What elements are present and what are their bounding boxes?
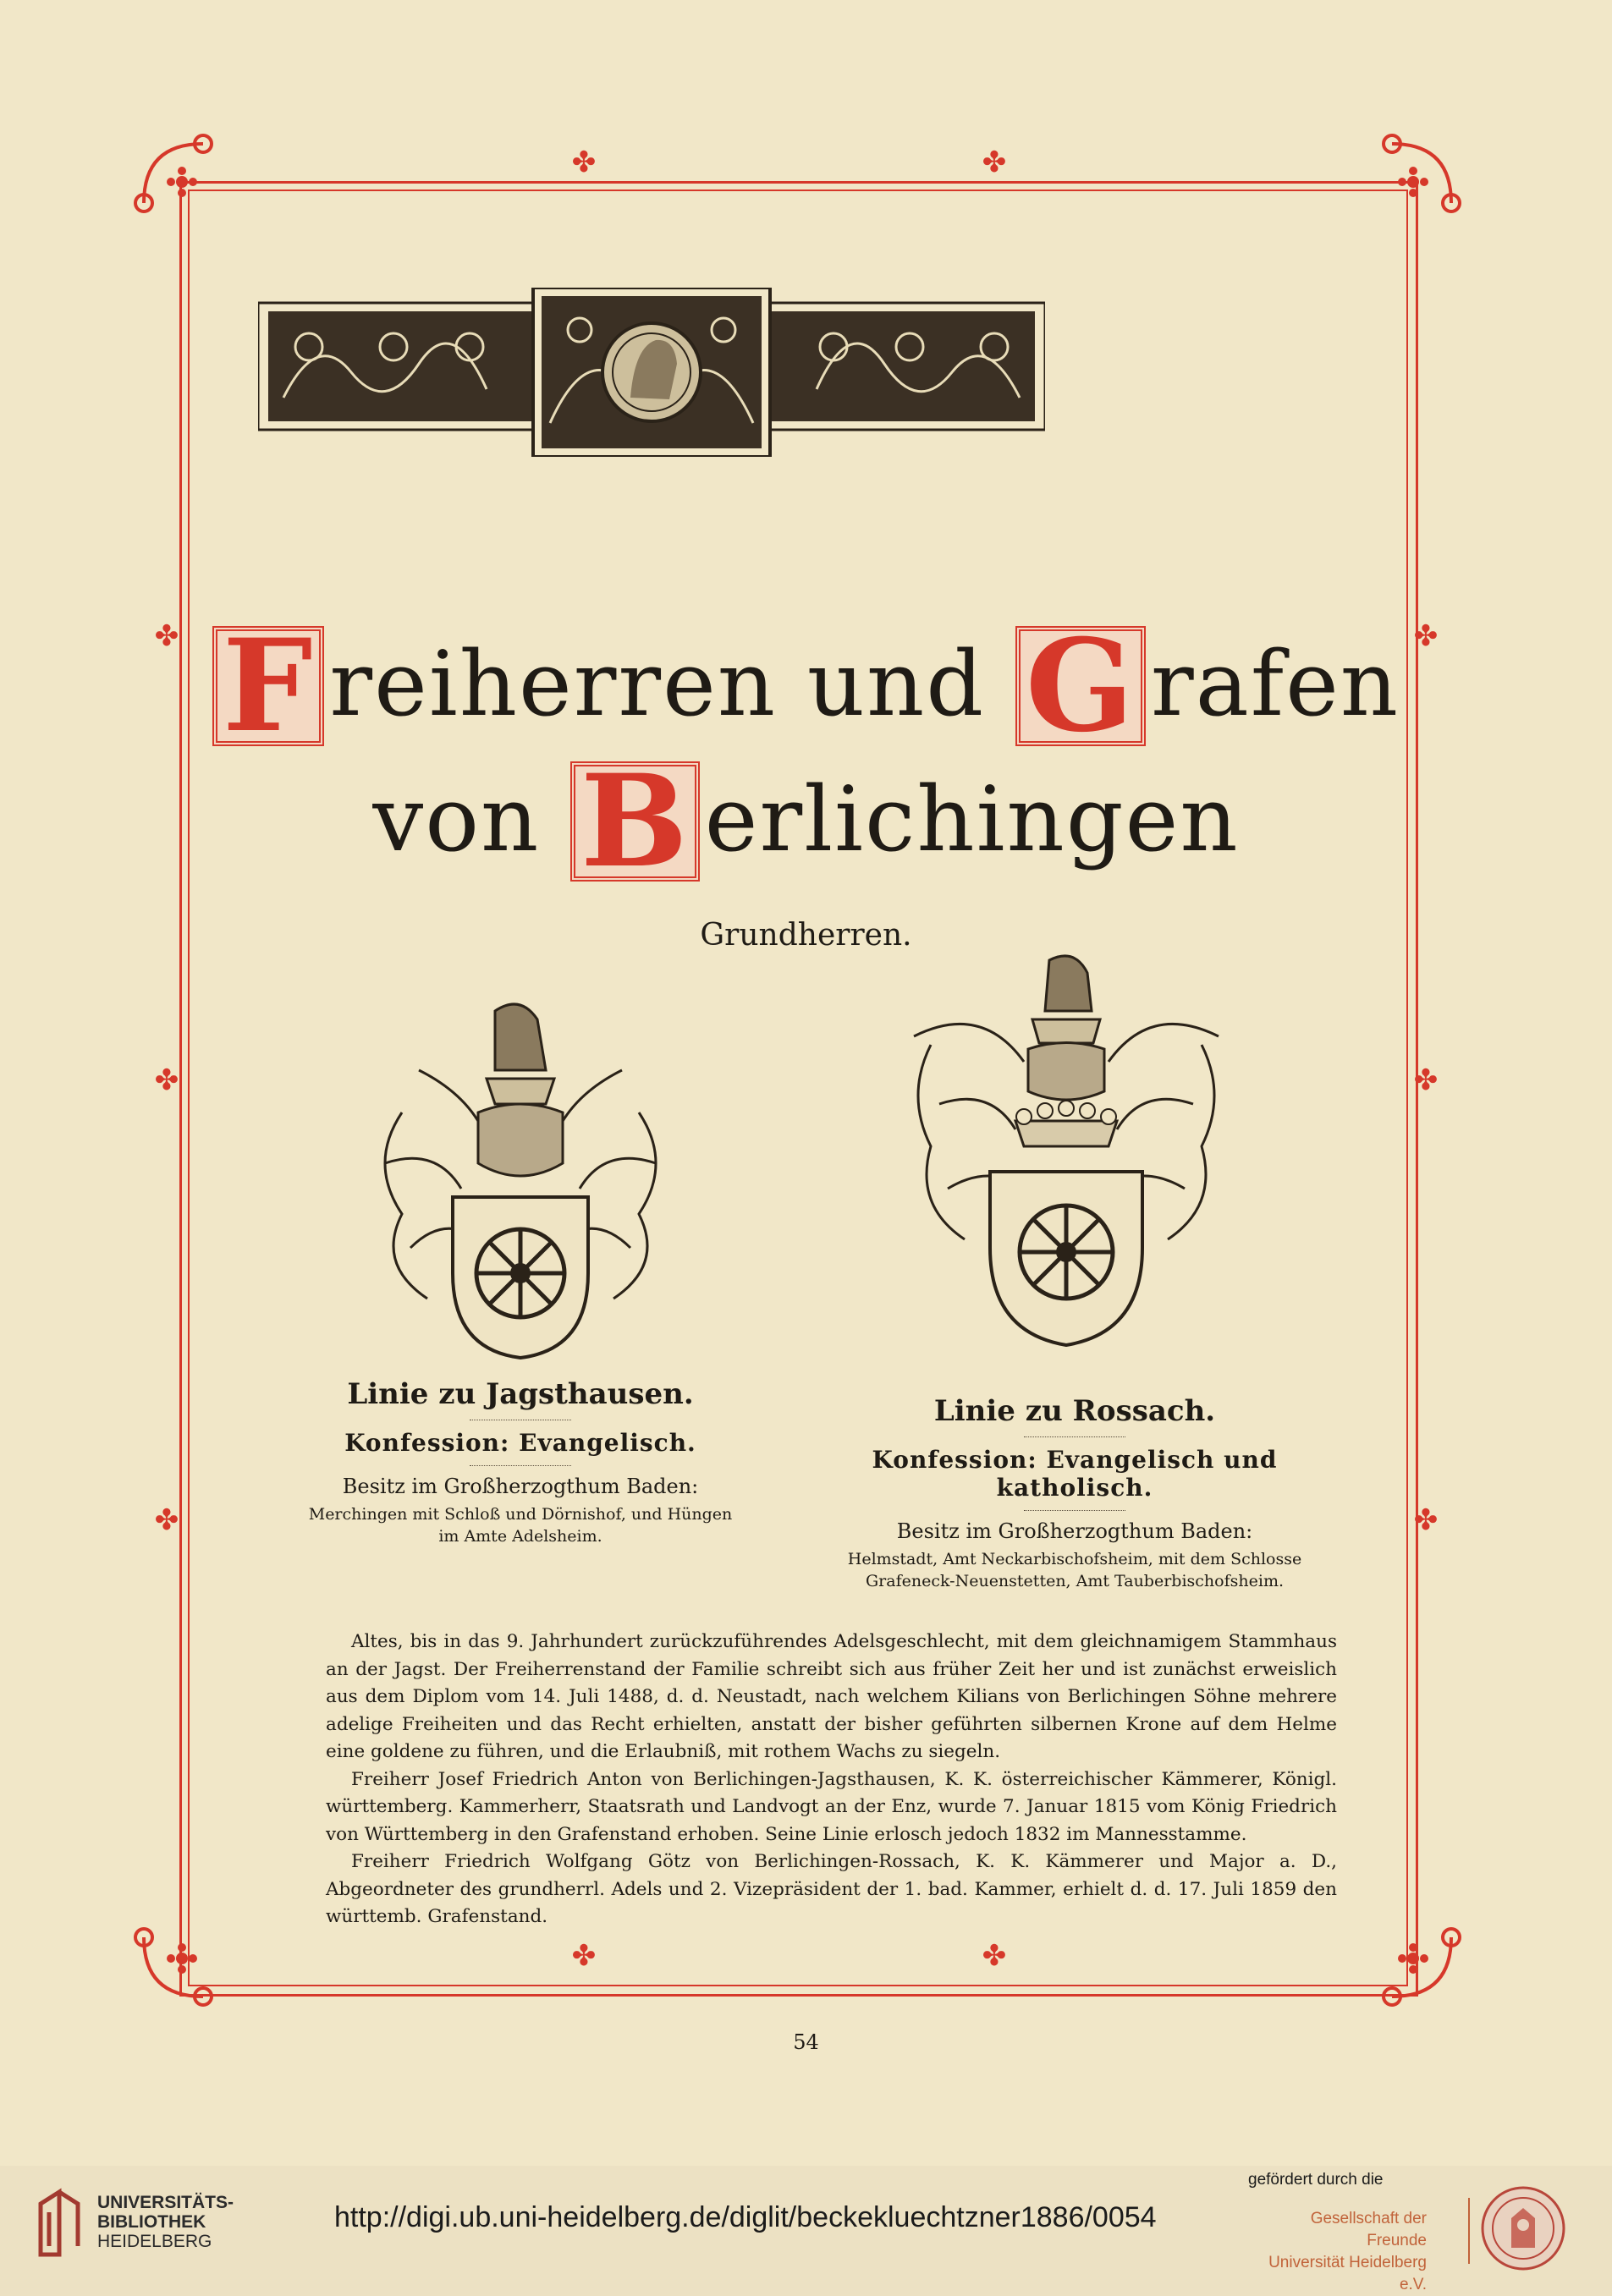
title-initial-F: F xyxy=(212,626,325,746)
left-konfession: Konfession: Evangelisch. xyxy=(344,1429,696,1457)
ornamental-header-banner xyxy=(258,288,1045,457)
footer-divider xyxy=(1468,2198,1470,2264)
right-line-title: Linie zu Rossach. xyxy=(933,1394,1216,1428)
page-number: 54 xyxy=(793,2030,819,2054)
corner-flourish-top-right xyxy=(1375,127,1468,220)
dotted-separator xyxy=(1024,1436,1125,1437)
border-ornament-icon: ✤ xyxy=(1413,1063,1439,1097)
history-text xyxy=(326,1629,1337,1931)
dotted-separator xyxy=(470,1465,571,1466)
corner-flourish-bottom-left xyxy=(127,1920,220,2013)
document-url-link[interactable]: http://digi.ub.uni-heidelberg.de/diglit/beckekluechtzner1886/0054 xyxy=(334,2201,1157,2233)
border-ornament-icon: ✤ xyxy=(1413,619,1439,653)
left-line-title: Linie zu Jagsthausen. xyxy=(347,1377,694,1411)
coat-of-arms-jagsthausen xyxy=(351,994,690,1366)
library-name: UNIVERSITÄTS- BIBLIOTHEK HEIDELBERG xyxy=(97,2193,234,2251)
border-ornament-icon: ✤ xyxy=(154,619,179,653)
dotted-separator xyxy=(1024,1510,1125,1511)
history-paragraph-2: Freiherr Josef Friedrich Anton von Berlichingen-Jagsthausen, K. K. österreichischer Kämmerer, Königl. württemberg. Kammerherr, Staatsrath und Landvogt an der Enz, wurde 7. Januar 1815 vom König Friedrich von Württemberg in den Grafenstand erhoben. Seine Linie erlosch jedoch 1832 im Mannesstamme. xyxy=(326,1768,1337,1845)
border-ornament-icon: ✤ xyxy=(982,1939,1007,1973)
history-paragraph-3: Freiherr Friedrich Wolfgang Götz von Berlichingen-Rossach, K. K. Kämmerer und Major a. D., Abgeordneter des grundherrl. Adels und 2. Vizepräsident der 1. bad. Kammer, erhielt d. d. 17. Juli 1859 den württemb. Grafenstand. xyxy=(326,1851,1337,1927)
main-title-line2: von B erlichingen xyxy=(372,747,1240,896)
border-ornament-icon: ✤ xyxy=(571,146,597,179)
left-besitz-text: Merchingen mit Schloß und Dörnishof, und Hüngen im Amte Adelsheim. xyxy=(308,1505,733,1546)
right-konfession: Konfession: Evangelisch und katholisch. xyxy=(872,1446,1278,1502)
history-paragraph-1: Altes, bis in das 9. Jahrhundert zurückzuführendes Adelsgeschlecht, mit dem gleichnamigem Stammhaus an der Jagst. Der Freiherrenstand der Familie schreibt sich aus früher Zeit her und ist zunächst erweislich aus dem Diplom vom 14. Juli 1488, d. d. Neustadt, nach welchem Kilians von Berlichingen Söhne mehrere adelige Freiheiten und das Recht erhielten, anstatt der bisher geführten silbernen Krone auf dem Helme eine goldene zu führen, und die Erlaubniß, mit rothem Wachs zu siegeln. xyxy=(326,1631,1337,1762)
corner-flourish-top-left xyxy=(127,127,220,220)
corner-flourish-bottom-right xyxy=(1375,1920,1468,2013)
coat-of-arms-rossach xyxy=(897,952,1235,1358)
left-line-info xyxy=(279,1377,762,1547)
border-ornament-icon: ✤ xyxy=(154,1063,179,1097)
sponsor-society: Gesellschaft der Freunde Universität Heidelberg e.V. xyxy=(1268,2210,1427,2293)
right-besitz-title: Besitz im Großherzogthum Baden: xyxy=(896,1519,1253,1543)
right-line-info xyxy=(812,1394,1337,1592)
border-ornament-icon: ✤ xyxy=(571,1939,597,1973)
right-besitz-text: Helmstadt, Amt Neckarbischofsheim, mit dem Schlosse Grafeneck-Neuenstetten, Amt Tauberbischofsheim. xyxy=(847,1550,1302,1590)
subtitle: Grundherren. xyxy=(700,918,912,953)
border-ornament-icon: ✤ xyxy=(1413,1503,1439,1537)
border-ornament-icon: ✤ xyxy=(154,1503,179,1537)
border-ornament-icon: ✤ xyxy=(982,146,1007,179)
left-besitz-title: Besitz im Großherzogthum Baden: xyxy=(342,1475,699,1498)
library-logo-icon xyxy=(34,2187,85,2260)
title-initial-G: G xyxy=(1015,626,1146,746)
university-seal-icon xyxy=(1479,2184,1567,2272)
main-title-line1: F reiherren und G rafen xyxy=(0,626,1612,746)
title-initial-B: B xyxy=(570,761,700,882)
sponsor-label: gefördert durch die xyxy=(1248,2171,1384,2189)
